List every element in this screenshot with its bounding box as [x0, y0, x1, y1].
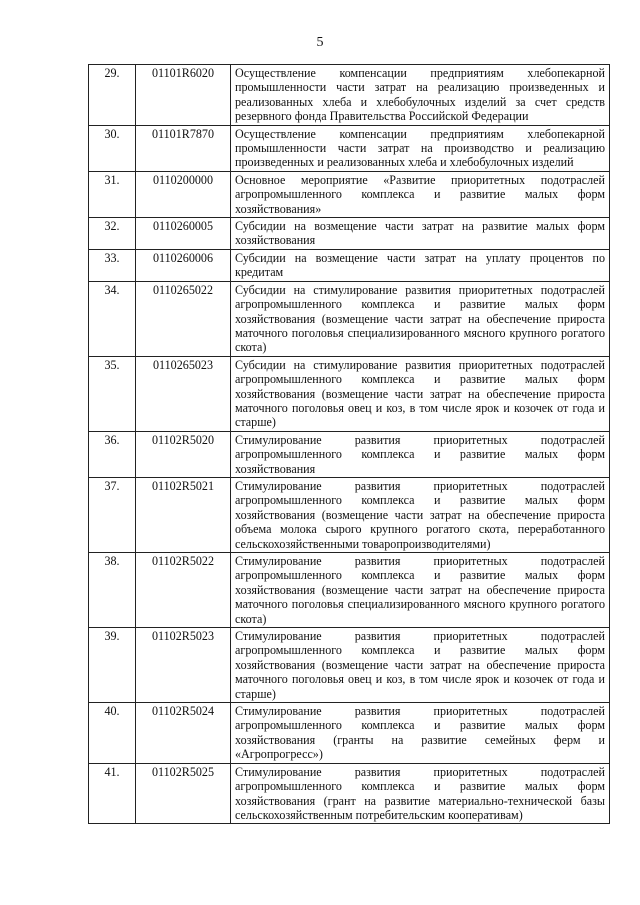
- target-code: 01102R5020: [136, 431, 231, 477]
- table-row: [89, 356, 610, 431]
- target-code: 01101R6020: [136, 65, 231, 126]
- row-description: Субсидии на стимулирование развития приоритетных подотраслей агропромышленного комплекса и развитие малых форм хозяйствования (возмещение части затрат на обеспечение прироста маточного поголовья специализированного мясного крупного рогатого скота): [231, 281, 610, 356]
- table-row: [89, 281, 610, 356]
- row-description: Субсидии на возмещение части затрат на уплату процентов по кредитам: [231, 249, 610, 281]
- row-description: Осуществление компенсации предприятиям хлебопекарной промышленности части затрат на реализацию произведенных и реализованных хлеба и хлебобулочных изделий за счет средств резервного фонда Правительства Российской Федерации: [231, 65, 610, 126]
- table-row: [89, 477, 610, 552]
- target-code: 0110265022: [136, 281, 231, 356]
- row-description: Стимулирование развития приоритетных подотраслей агропромышленного комплекса и развитие малых форм хозяйствования (грант на развитие материально-технической базы сельскохозяйственным потребительским кооперативам): [231, 763, 610, 824]
- target-code: 01102R5022: [136, 553, 231, 628]
- target-code: 01102R5024: [136, 703, 231, 764]
- row-description: Стимулирование развития приоритетных подотраслей агропромышленного комплекса и развитие малых форм хозяйствования: [231, 431, 610, 477]
- row-number: 41.: [89, 763, 136, 824]
- row-number: 33.: [89, 249, 136, 281]
- target-code: 01102R5025: [136, 763, 231, 824]
- table-row: [89, 65, 610, 126]
- row-description: Осуществление компенсации предприятиям хлебопекарной промышленности части затрат на производство и реализацию произведенных и реализованных хлеба и хлебобулочных изделий: [231, 125, 610, 171]
- table-row: [89, 249, 610, 281]
- budget-classification-table: [88, 64, 610, 824]
- row-number: 40.: [89, 703, 136, 764]
- row-number: 31.: [89, 171, 136, 217]
- row-description: Стимулирование развития приоритетных подотраслей агропромышленного комплекса и развитие малых форм хозяйствования (возмещение части затрат на обеспечение прироста объема молока сырого крупного рогатого скота, переработанного сельскохозяйственными товаропроизводителями): [231, 477, 610, 552]
- row-number: 35.: [89, 356, 136, 431]
- target-code: 01102R5021: [136, 477, 231, 552]
- target-code: 0110200000: [136, 171, 231, 217]
- page-number: 5: [316, 35, 324, 50]
- table-row: [89, 125, 610, 171]
- row-description: Субсидии на возмещение части затрат на развитие малых форм хозяйствования: [231, 218, 610, 250]
- row-number: 38.: [89, 553, 136, 628]
- table-row: [89, 431, 610, 477]
- row-description: Субсидии на стимулирование развития приоритетных подотраслей агропромышленного комплекса и развитие малых форм хозяйствования (возмещение части затрат на обеспечение прироста маточного поголовья овец и коз, в том числе ярок и козочек от года и старше): [231, 356, 610, 431]
- table-row: [89, 218, 610, 250]
- table-row: [89, 703, 610, 764]
- row-description: Стимулирование развития приоритетных подотраслей агропромышленного комплекса и развитие малых форм хозяйствования (возмещение части затрат на обеспечение прироста маточного поголовья специализированного мясного крупного рогатого скота): [231, 553, 610, 628]
- row-description: Стимулирование развития приоритетных подотраслей агропромышленного комплекса и развитие малых форм хозяйствования (гранты на развитие семейных ферм и «Агропрогресс»): [231, 703, 610, 764]
- row-description: Основное мероприятие «Развитие приоритетных подотраслей агропромышленного комплекса и развитие малых форм хозяйствования»: [231, 171, 610, 217]
- table-row: [89, 628, 610, 703]
- row-number: 39.: [89, 628, 136, 703]
- row-number: 30.: [89, 125, 136, 171]
- row-description: Стимулирование развития приоритетных подотраслей агропромышленного комплекса и развитие малых форм хозяйствования (возмещение части затрат на обеспечение прироста маточного поголовья овец и коз, в том числе ярок и козочек от года и старше): [231, 628, 610, 703]
- table-row: [89, 171, 610, 217]
- row-number: 29.: [89, 65, 136, 126]
- row-number: 34.: [89, 281, 136, 356]
- table-row: [89, 553, 610, 628]
- row-number: 32.: [89, 218, 136, 250]
- table-row: [89, 763, 610, 824]
- target-code: 0110260006: [136, 249, 231, 281]
- target-code: 01102R5023: [136, 628, 231, 703]
- target-code: 0110260005: [136, 218, 231, 250]
- target-code: 01101R7870: [136, 125, 231, 171]
- row-number: 37.: [89, 477, 136, 552]
- target-code: 0110265023: [136, 356, 231, 431]
- row-number: 36.: [89, 431, 136, 477]
